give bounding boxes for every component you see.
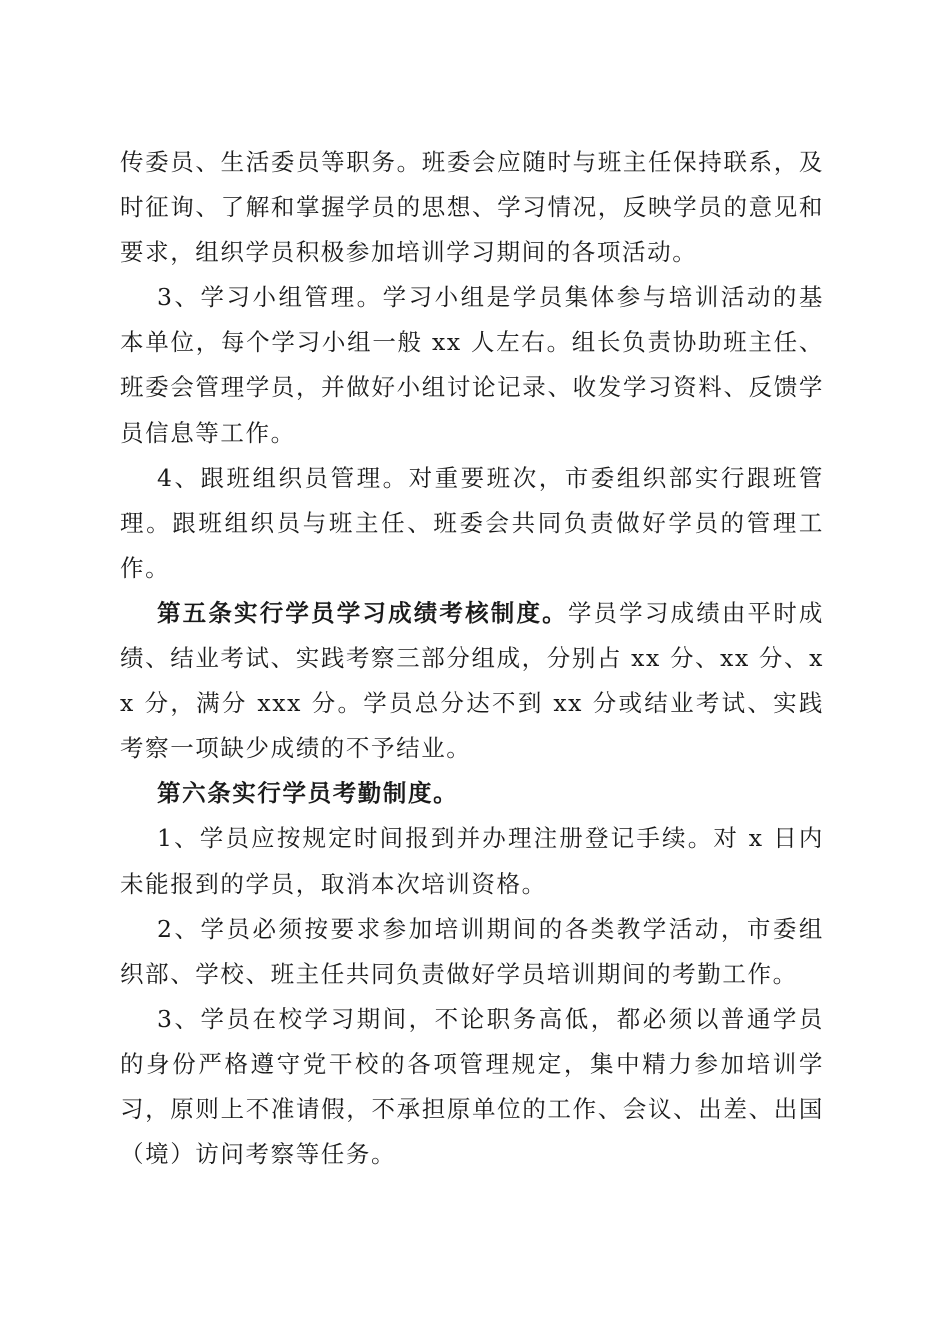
document-body bbox=[120, 140, 824, 1177]
paragraph-item-4-class-organizer: 4、跟班组织员管理。对重要班次，市委组织部实行跟班管理。跟班组织员与班主任、班委会共同负责做好学员的管理工作。 bbox=[120, 463, 824, 582]
paragraph-article-6 bbox=[120, 771, 824, 816]
paragraph-item-3-study-group: 3、学习小组管理。学习小组是学员集体参与培训活动的基本单位，每个学习小组一般 xx 人左右。组长负责协助班主任、班委会管理学员，并做好小组讨论记录、收发学习资料、反馈学员信息等工作。 bbox=[120, 283, 824, 447]
paragraph-continuation: 传委员、生活委员等职务。班委会应随时与班主任保持联系，及时征询、了解和掌握学员的思想、学习情况，反映学员的意见和要求，组织学员积极参加培训学习期间的各项活动。 bbox=[120, 148, 824, 267]
article-5-body: 学员学习成绩由平时成绩、结业考试、实践考察三部分组成，分别占 xx 分、xx 分、xx 分，满分 xxx 分。学员总分达不到 xx 分或结业考试、实践考察一项缺少成绩的不予结业。 bbox=[120, 598, 824, 763]
paragraph-article-5 bbox=[120, 591, 824, 771]
paragraph-attendance-item-2: 2、学员必须按要求参加培训期间的各类教学活动，市委组织部、学校、班主任共同负责做好学员培训期间的考勤工作。 bbox=[120, 914, 824, 988]
paragraph-attendance-item-1: 1、学员应按规定时间报到并办理注册登记手续。对 x 日内未能报到的学员，取消本次培训资格。 bbox=[120, 824, 824, 898]
article-5-heading: 第五条实行学员学习成绩考核制度。 bbox=[157, 598, 568, 627]
paragraph-attendance-item-3: 3、学员在校学习期间，不论职务高低，都必须以普通学员的身份严格遵守党干校的各项管理规定，集中精力参加培训学习，原则上不准请假，不承担原单位的工作、会议、出差、出国（境）访问考察等任务。 bbox=[120, 1004, 824, 1169]
article-6-heading: 第六条实行学员考勤制度。 bbox=[157, 779, 459, 808]
